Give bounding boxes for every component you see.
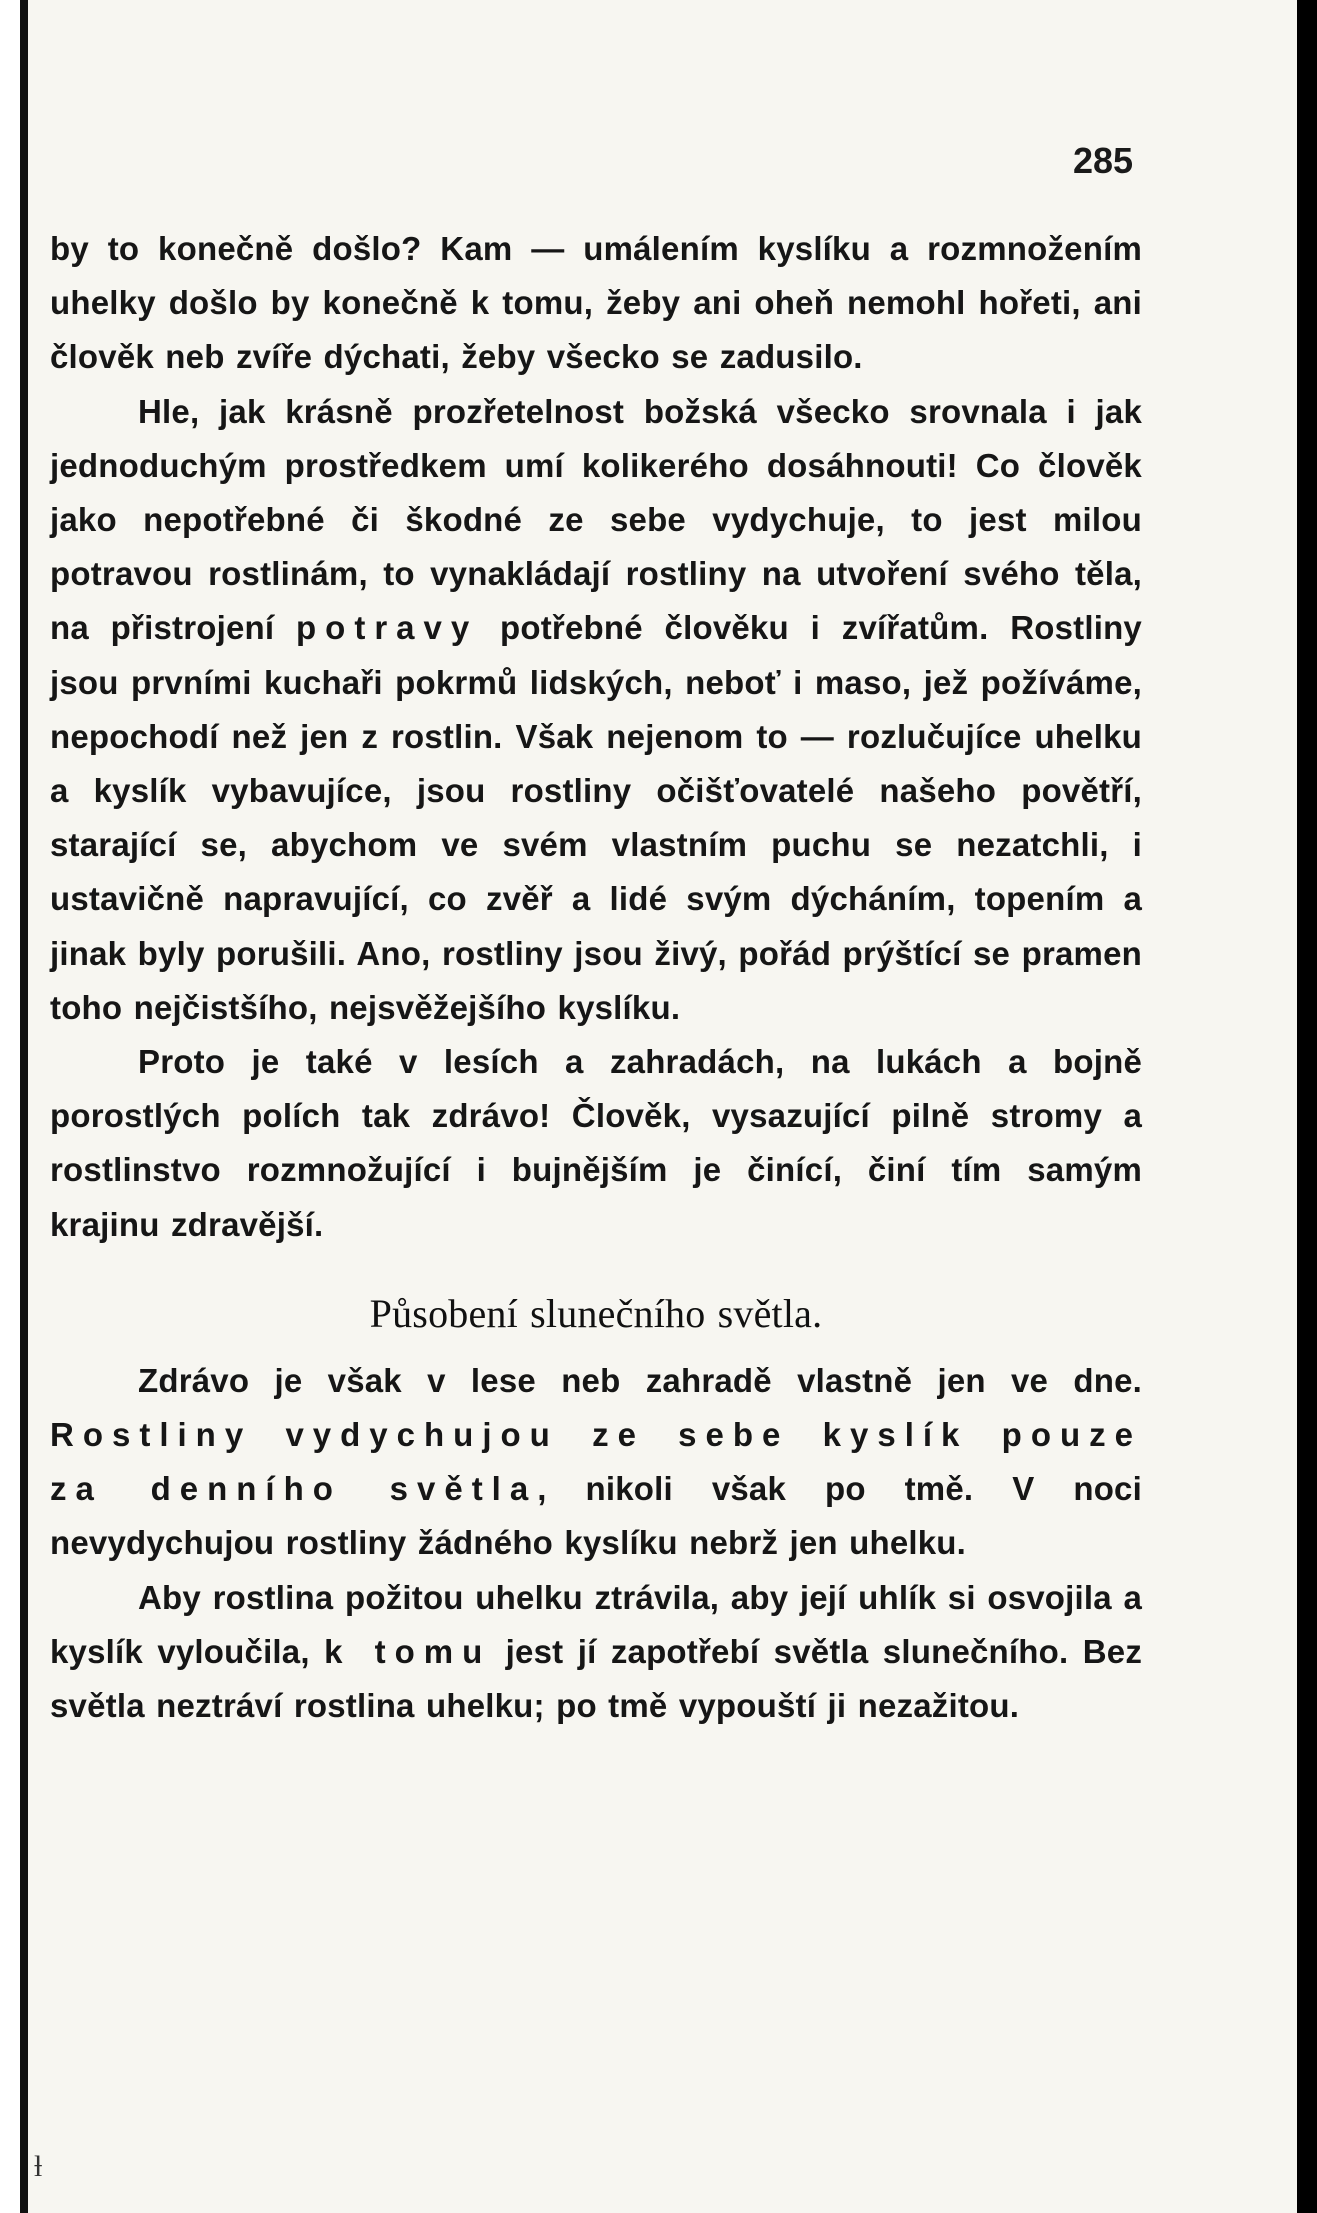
page-number: 285 xyxy=(1073,140,1134,181)
text-run: Hle, jak krásně prozřetelnost božská všecko srovnala i jak jednoduchým prostředkem umí kolikerého dosáhnouti! Co člověk jako nepotřebné či škodné ze sebe vydychuje, to jest milou potravou rostlinám, to vynakládají rostliny na utvoření svého těla, na přistrojení xyxy=(50,392,1142,647)
scan-binding-edge xyxy=(20,0,28,2213)
text-run: Aby rostlina požitou uhelku ztrávila, aby její uhlík si osvojila a kyslík vyloučila, xyxy=(50,1578,1142,1670)
paragraph xyxy=(50,1035,1142,1252)
paragraph xyxy=(50,222,1142,385)
text-run: Zdrávo je však v lese neb zahradě vlastně jen ve dne. xyxy=(138,1361,1142,1399)
text-run: Proto je také v lesích a zahradách, na lukách a bojně porostlých polích tak zdrávo! Člověk, vysazující pilně stromy a rostlinstvo rozmnožující i bujnějším je činící, činí tím samým krajinu zdravější. xyxy=(50,1043,1142,1243)
spaced-emphasis: k tomu xyxy=(324,1632,492,1670)
section-heading: Působení slunečního světla. xyxy=(369,1290,823,1336)
paragraph xyxy=(50,1354,1142,1571)
text-run: potřebné člověku i zvířatům. Rostliny jsou prvními kuchaři pokrmů lidských, neboť i maso, jež požíváme, nepochodí než jen z rostlin. Však nejenom to — rozlučujíce uhelku a kyslík vybavujíce, jsou rostliny očišťovatelé našeho povětří, starající se, abychom ve svém vlastním puchu se nezatchli, i ustavičně napravující, co zvěř a lidé svým dýcháním, topením a jinak byly porušili. Ano, rostliny jsou živý, pořád prýštící se pramen toho nejčistšího, nejsvěžejšího kyslíku. xyxy=(50,609,1142,1026)
text-run: , nikoli však po tmě. V noci nevydychujou rostliny žádného kyslíku nebrž jen uhelku. xyxy=(50,1470,1142,1562)
paragraph xyxy=(50,1571,1142,1734)
spaced-emphasis: potravy xyxy=(296,609,479,647)
scan-right-edge xyxy=(1297,0,1317,2213)
paragraphs-top xyxy=(50,222,1142,1252)
text-run: jest jí zapotřebí světla slunečního. Bez světla neztráví rostlina uhelku; po tmě vypouští ji nezažitou. xyxy=(50,1632,1143,1725)
paragraphs-bottom xyxy=(50,1354,1142,1733)
paragraph xyxy=(50,385,1142,1035)
margin-mark: ƚ xyxy=(34,2150,43,2183)
scan-left-margin xyxy=(0,0,20,2213)
spaced-emphasis: Rostliny vydychujou ze sebe kyslík pouze za denního světla xyxy=(50,1416,1142,1508)
page-body xyxy=(50,222,1142,1733)
book-page xyxy=(28,0,1297,2213)
text-run: by to konečně došlo? Kam — umálením kyslíku a rozmnožením uhelky došlo by konečně k tomu, žeby ani oheň nemohl hořeti, ani člověk neb zvíře dýchati, žeby všecko se zadusilo. xyxy=(50,230,1142,376)
